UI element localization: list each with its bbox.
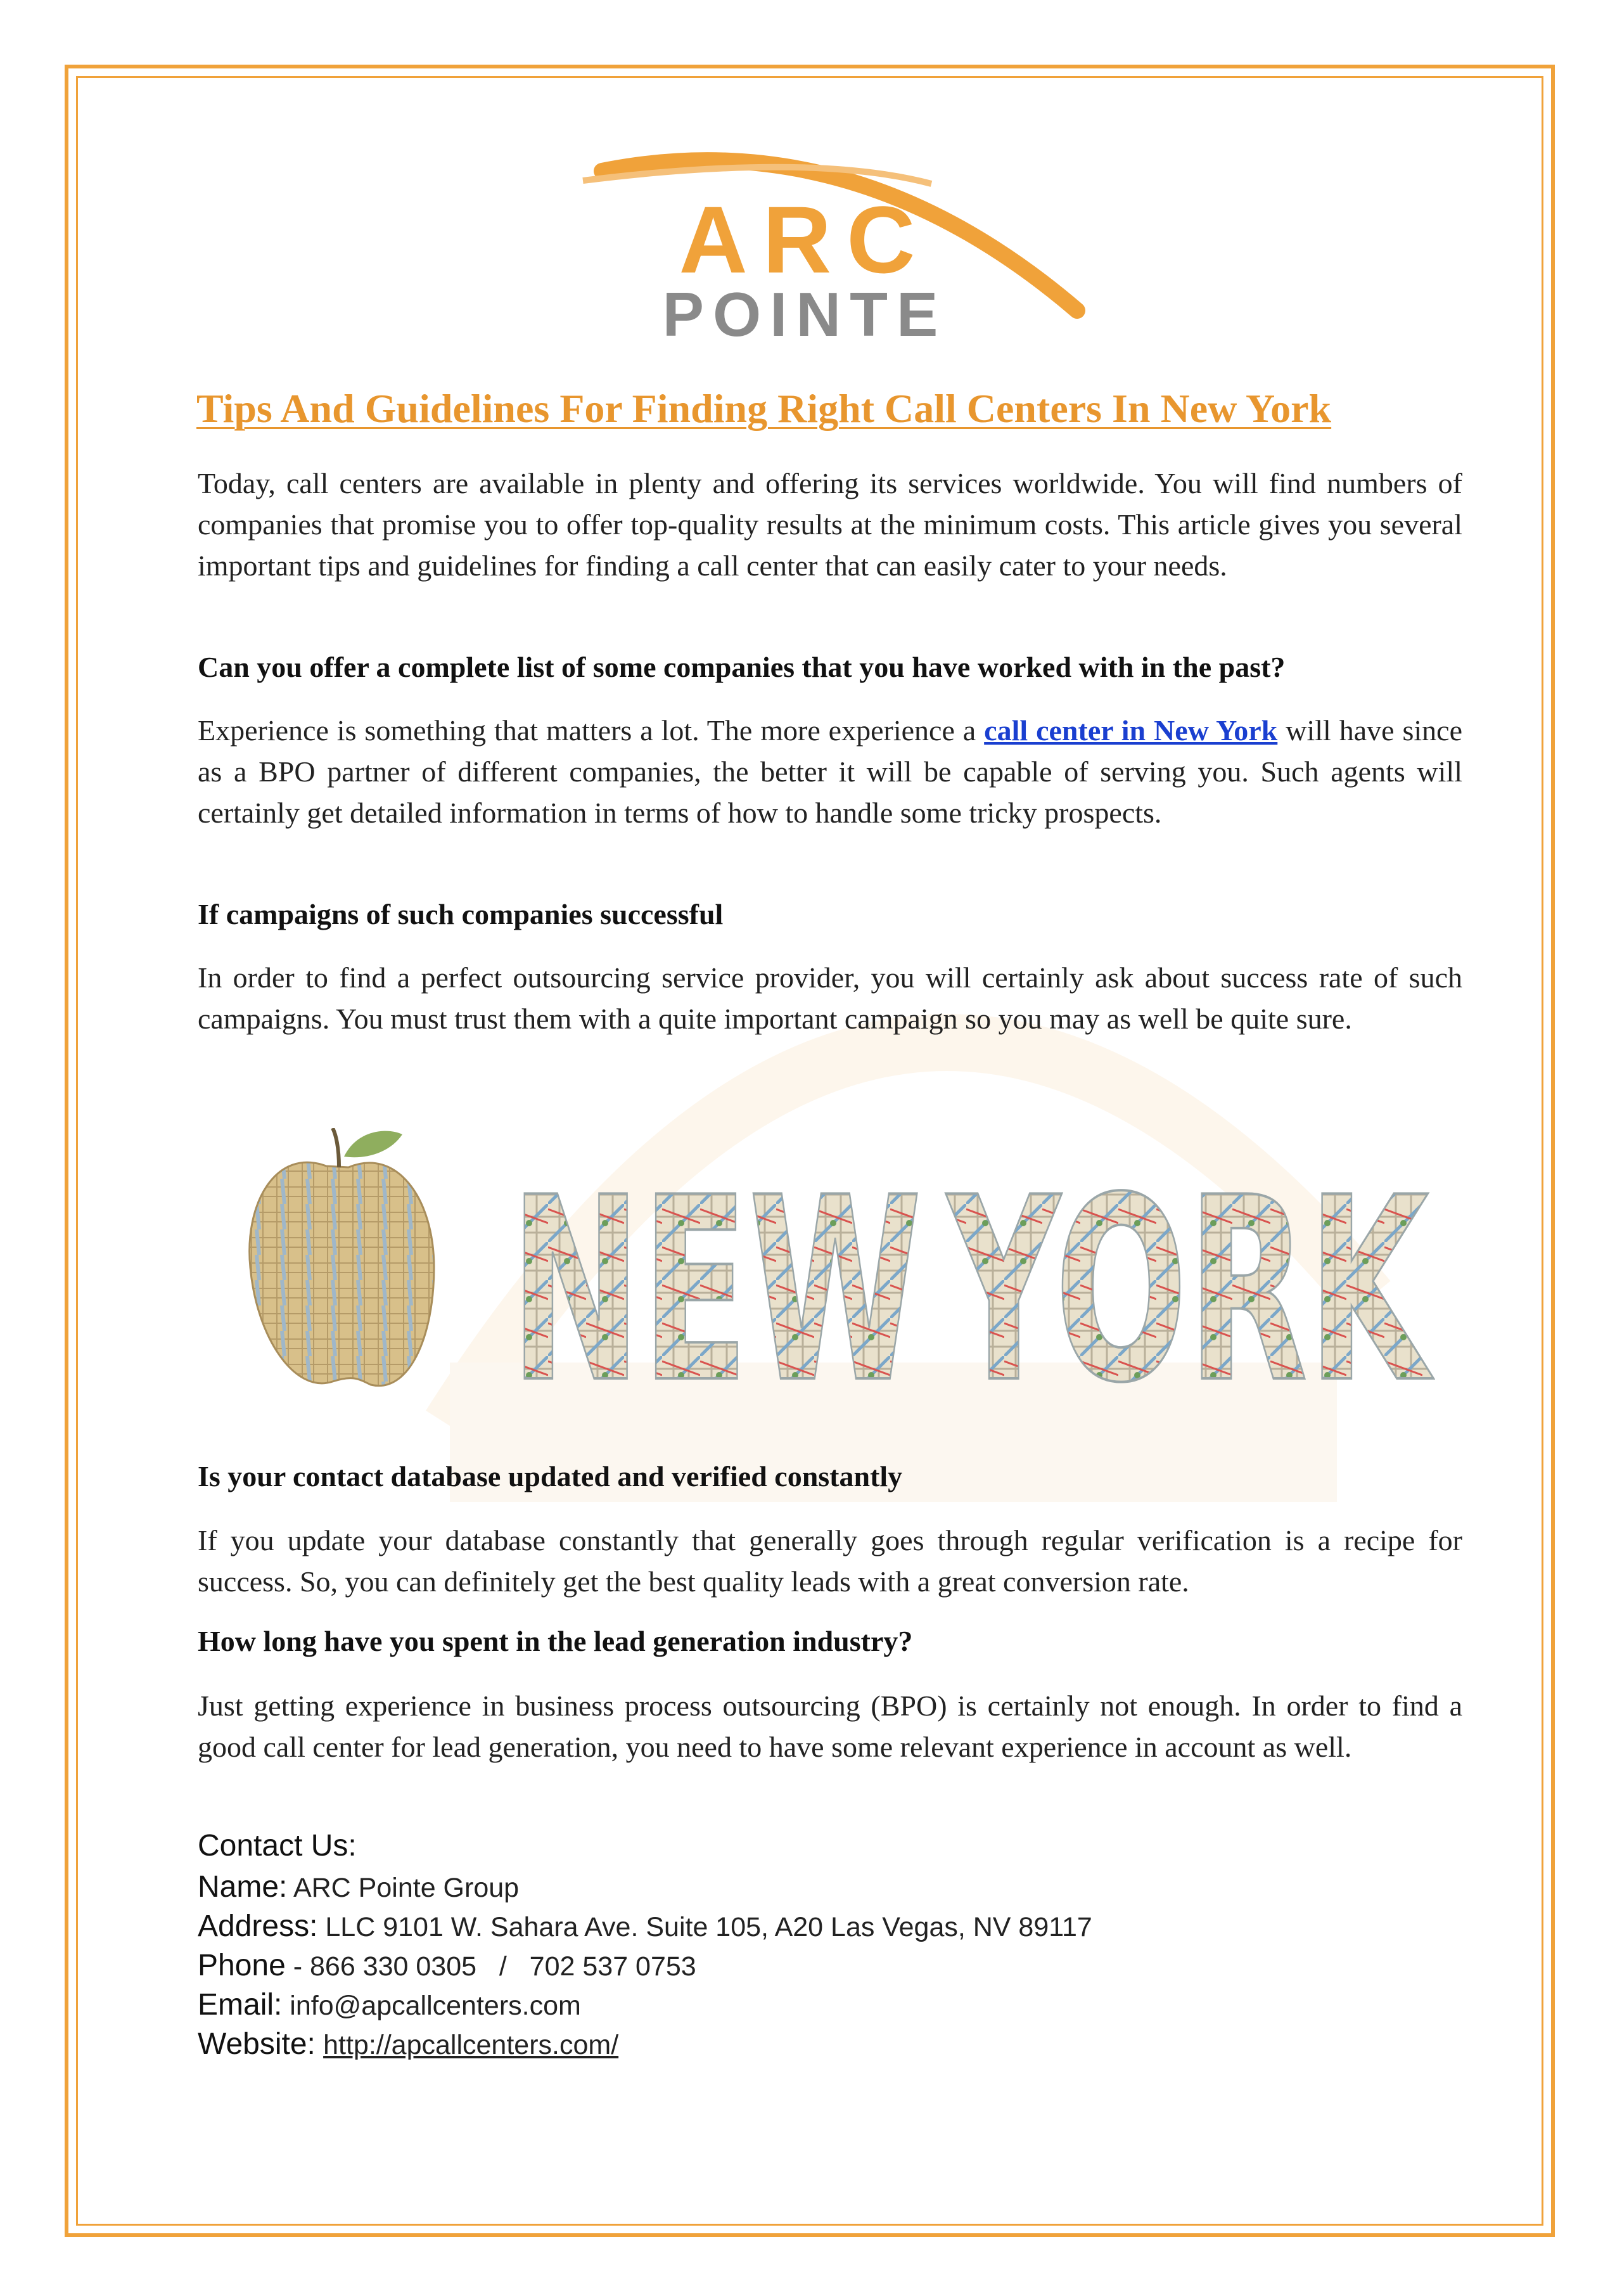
experience-paragraph: [198, 710, 1462, 833]
contact-phone-value: - 866 330 0305 / 702 537 0753: [285, 1951, 696, 1982]
arc-pointe-logo: [526, 146, 1109, 355]
contact-website-label: Website:: [198, 2027, 316, 2061]
experience-text-end: will have since as a BPO partner of different companies, the better it will be capable of serving you. Such agents will certainly get detailed information in terms of how to handle some tricky prospects.: [198, 714, 1463, 829]
contact-phone-row: [198, 1948, 696, 1983]
logo-pointe-text: POINTE: [662, 279, 947, 349]
contact-email-row: [198, 1987, 581, 2022]
experience-text-start: Experience is something that matters a lot. The more experience a: [198, 714, 985, 747]
contact-name-value: ARC Pointe Group: [287, 1873, 520, 1903]
campaigns-paragraph: In order to find a perfect outsourcing service provider, you will certainly ask about success rate of such campaigns. You must trust them with a quite important campaign so you may as well be quite sure.: [198, 961, 1462, 1035]
contact-address-value: LLC 9101 W. Sahara Ave. Suite 105, A20 Las Vegas, NV 89117: [317, 1912, 1092, 1942]
intro-paragraph: Today, call centers are available in plenty and offering its services worldwide. You will find numbers of companies that promise you to offer top-quality results at the minimum costs. This article gives you several important tips and guidelines for finding a call center that can easily cater to your needs.: [198, 467, 1462, 582]
contact-address-row: [198, 1909, 1092, 1944]
contact-email-label: Email:: [198, 1988, 283, 2022]
contact-heading: Contact Us:: [198, 1829, 357, 1863]
graphic-new-word: NEW: [510, 1144, 922, 1401]
logo-arc-text: ARC: [679, 186, 931, 293]
section-heading-lead-generation: How long have you spent in the lead generation industry?: [198, 1625, 913, 1657]
contact-name-label: Name:: [198, 1870, 288, 1904]
contact-email-value: info@apcallcenters.com: [282, 1991, 581, 2021]
new-york-graphic: [244, 1128, 1435, 1401]
lead-generation-paragraph: Just getting experience in business process outsourcing (BPO) is certainly not enough. In order to find a good call center for lead generation, you need to have some relevant experience in account as well.: [198, 1690, 1462, 1763]
section-heading-campaigns: If campaigns of such companies successful: [198, 898, 724, 930]
database-paragraph: If you update your database constantly that generally goes through regular verification is a recipe for success. So, you can definitely get the best quality leads with a great conversion rate.: [198, 1524, 1462, 1598]
contact-address-label: Address:: [198, 1909, 318, 1943]
apple-map-icon: [250, 1128, 434, 1386]
section-heading-database: Is your contact database updated and verified constantly: [198, 1460, 903, 1492]
call-center-new-york-link[interactable]: call center in New York: [984, 714, 1278, 747]
contact-phone-label: Phone: [198, 1949, 286, 1982]
contact-website-row: [198, 2027, 618, 2062]
page-title: Tips And Guidelines For Finding Right Call Centers In New York: [196, 386, 1332, 431]
contact-name-row: [198, 1870, 519, 1904]
graphic-york-word: YORK: [945, 1144, 1435, 1401]
section-heading-companies: Can you offer a complete list of some companies that you have worked with in the past?: [198, 651, 1286, 683]
website-link[interactable]: http://apcallcenters.com/: [323, 2030, 619, 2060]
